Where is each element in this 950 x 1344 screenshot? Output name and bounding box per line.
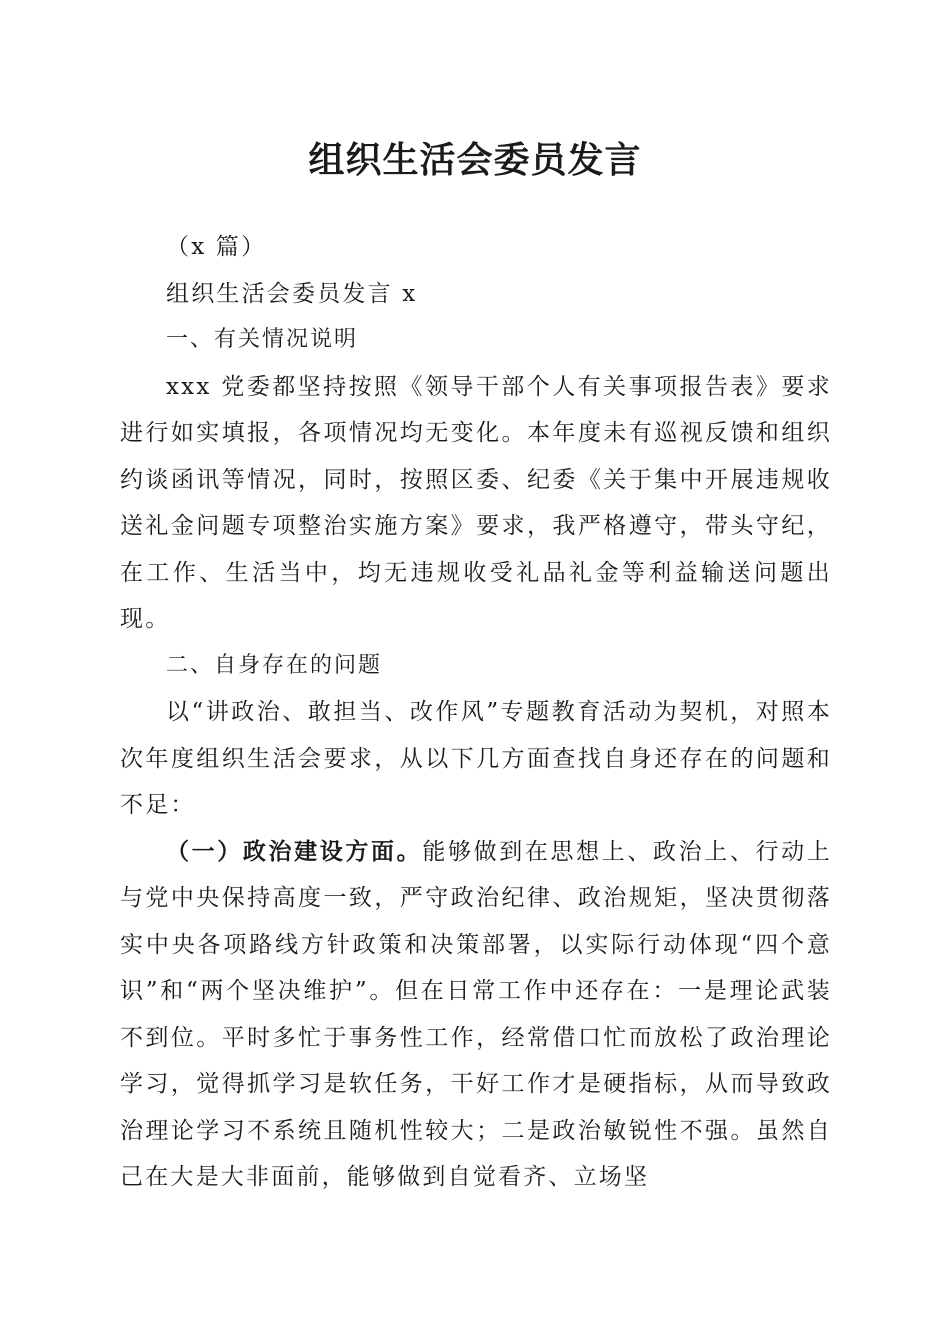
section-1-paragraph: xxx 党委都坚持按照《领导干部个人有关事项报告表》要求进行如实填报，各项情况均无变化。本年度未有巡视反馈和组织约谈函讯等情况，同时，按照区委、纪委《关于集中开展违规收送礼金问题专项整治实施方案》要求，我严格遵守，带头守纪，在工作、生活当中，均无违规收受礼品礼金等利益输送问题出现。: [120, 373, 832, 632]
section-2-intro: 以“讲政治、敢担当、改作风”专题教育活动为契机，对照本次年度组织生活会要求，从以下几方面查找自身还存在的问题和不足：: [120, 699, 832, 818]
item-1-text: 能够做到在思想上、政治上、行动上与党中央保持高度一致，严守政治纪律、政治规矩，坚决贯彻落实中央各项路线方针政策和决策部署，以实际行动体现“四个意识”和“两个坚决维护”。但在日常工作中还存在：一是理论武装不到位。平时多忙于事务性工作，经常借口忙而放松了政治理论学习，觉得抓学习是软任务，干好工作才是硬指标，从而导致政治理论学习不系统且随机性较大；二是政治敏锐性不强。虽然自己在大是大非面前，能够做到自觉看齐、立场坚: [120, 838, 833, 1190]
document-label: 组织生活会委员发言 x: [166, 280, 418, 307]
item-1-lead: （一）政治建设方面。: [166, 837, 423, 865]
section-2-item-1: [120, 829, 832, 1201]
section-heading-2: 二、自身存在的问题: [166, 652, 383, 678]
document-body: [120, 224, 832, 1201]
section-heading-1: 一、有关情况说明: [166, 327, 359, 352]
document-subtitle: （x 篇）: [166, 234, 267, 260]
document-title: 组织生活会委员发言: [308, 139, 642, 181]
